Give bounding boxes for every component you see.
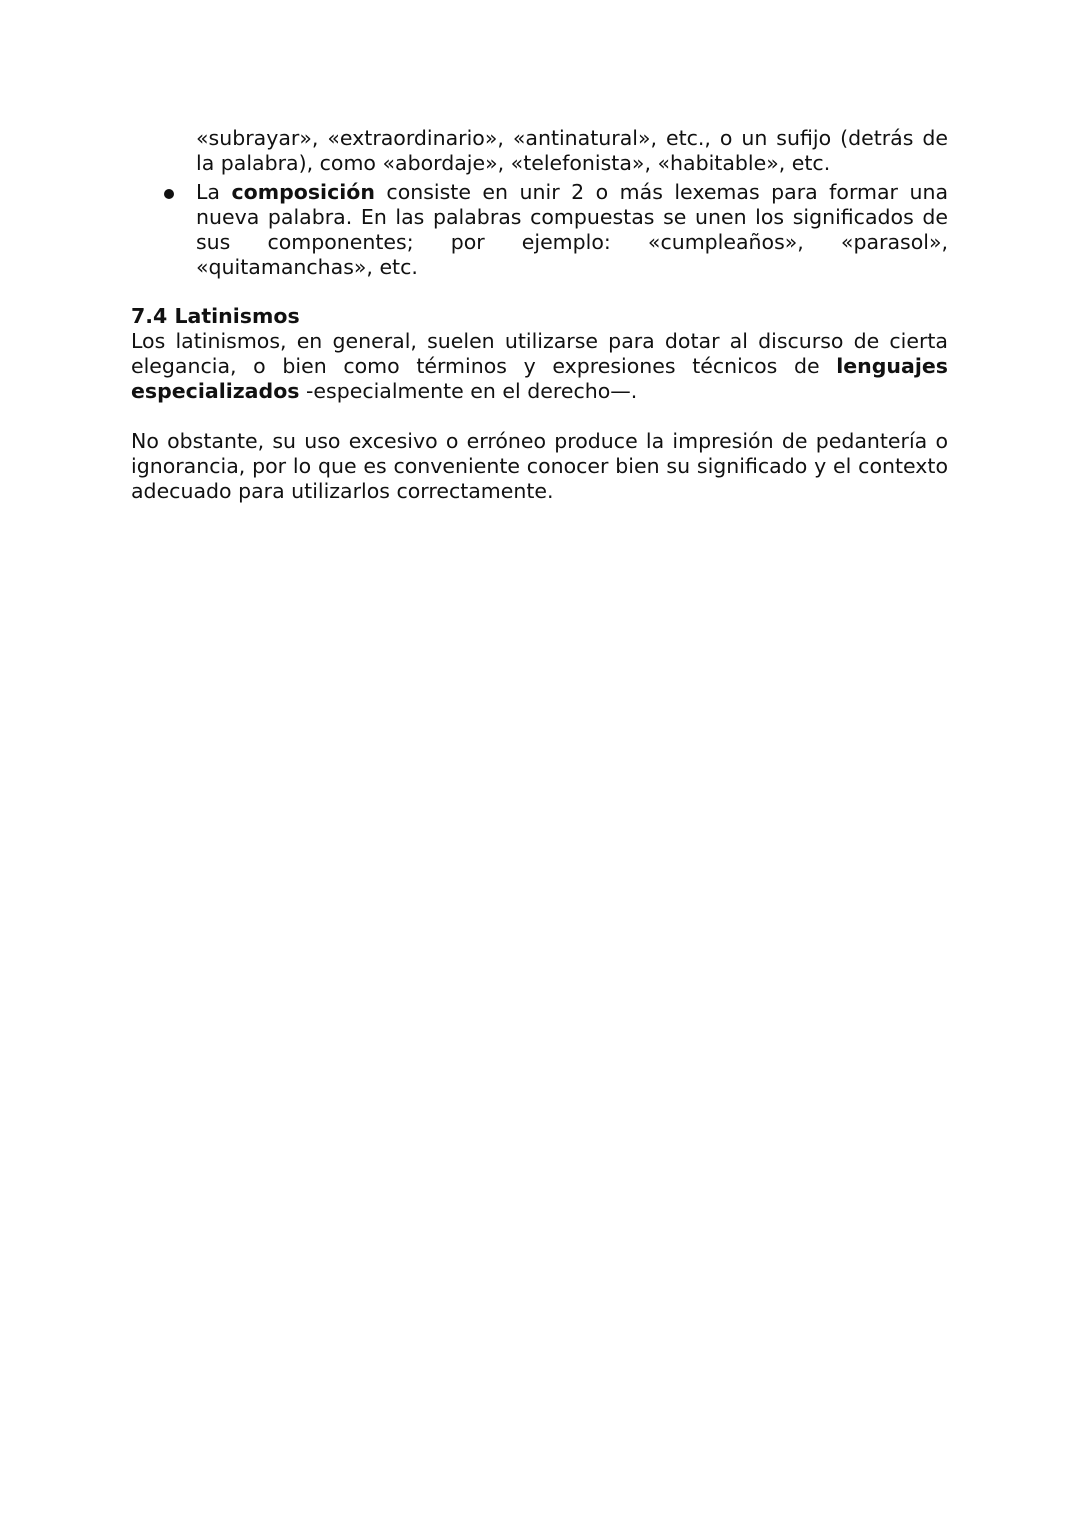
section-heading: 7.4 Latinismos <box>131 304 300 328</box>
document-page <box>131 126 948 504</box>
continuation-paragraph: «subrayar», «extraordinario», «antinatural», etc., o un sufijo (detrás de la palabra), como «abordaje», «telefonista», «habitable», etc. <box>196 126 948 175</box>
bullet-bold-term: composición <box>231 180 375 204</box>
p1-after: -especialmente en el derecho—. <box>299 379 638 403</box>
list-item-composicion <box>131 180 948 280</box>
section-paragraph-1 <box>131 329 948 404</box>
section-paragraph-2: No obstante, su uso excesivo o erróneo produce la impresión de pedantería o ignorancia, por lo que es conveniente conocer bien su significado y el contexto adecuado para utilizarlos correctamente. <box>131 429 948 503</box>
bullet-list <box>131 180 948 280</box>
p1-before: Los latinismos, en general, suelen utilizarse para dotar al discurso de cierta elegancia, o bien como términos y expresiones técnicos de <box>131 329 948 378</box>
p1-bold-term: lenguajes especializados <box>131 354 948 403</box>
bullet-dot-icon <box>164 189 174 199</box>
bullet-rest: consiste en unir 2 o más lexemas para formar una nueva palabra. En las palabras compuestas se unen los significados de sus componentes; por ejemplo: «cumpleaños», «parasol», «quitamanchas», etc. <box>196 180 948 279</box>
bullet-lead: La <box>196 180 232 204</box>
